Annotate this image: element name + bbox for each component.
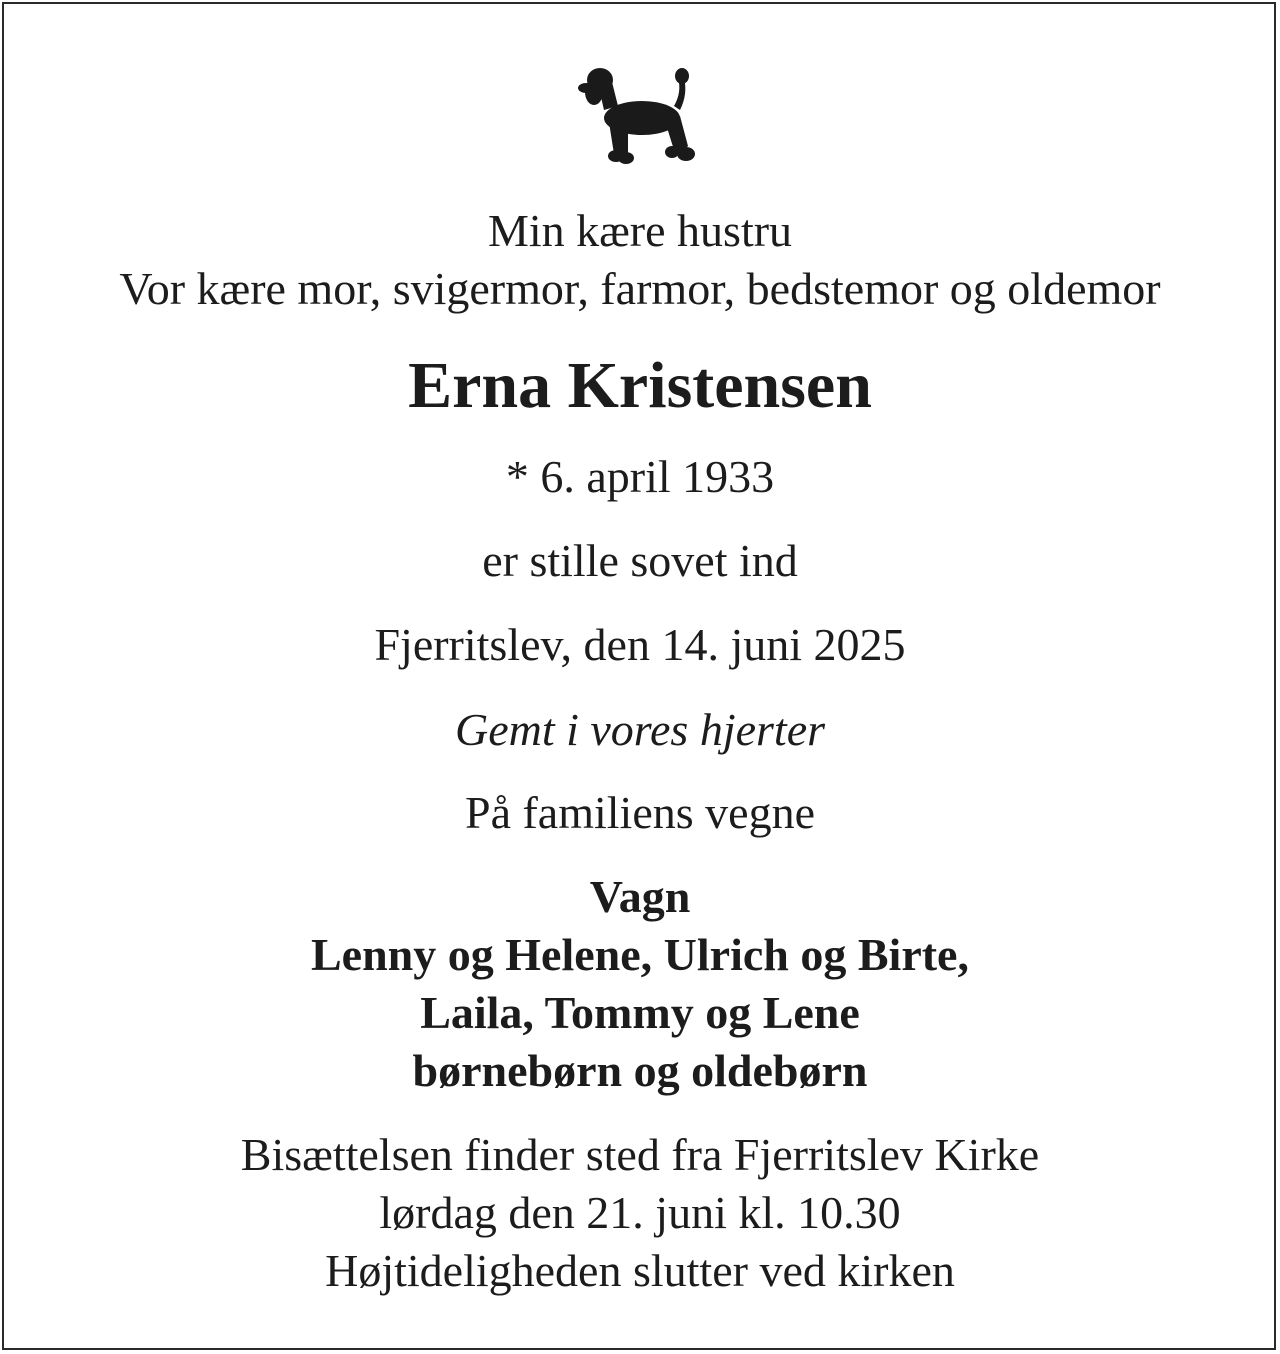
on-behalf-line: På familiens vegne	[464, 787, 815, 838]
funeral-line-3: Højtideligheden slutter ved kirken	[325, 1245, 955, 1296]
deceased-name: Erna Kristensen	[408, 349, 872, 422]
family-line-1: Vagn	[589, 871, 691, 922]
family-line-3: Laila, Tommy og Lene	[420, 987, 860, 1038]
intro-line-2: Vor kære mor, svigermor, farmor, bedstemor og oldemor	[119, 263, 1161, 314]
place-date-line: Fjerritslev, den 14. juni 2025	[374, 619, 906, 670]
passed-line: er stille sovet ind	[482, 535, 798, 586]
intro-line-1: Min kære hustru	[487, 205, 793, 256]
funeral-line-2: lørdag den 21. juni kl. 10.30	[379, 1187, 901, 1238]
family-line-2: Lenny og Helene, Ulrich og Birte,	[311, 929, 969, 980]
family-line-4: børnebørn og oldebørn	[412, 1045, 868, 1096]
funeral-line-1: Bisættelsen finder sted fra Fjerritslev Kirke	[240, 1129, 1040, 1180]
birth-line: * 6. april 1933	[505, 451, 775, 502]
memorial-phrase: Gemt i vores hjerter	[454, 704, 826, 755]
poodle-silhouette-icon	[578, 66, 708, 166]
